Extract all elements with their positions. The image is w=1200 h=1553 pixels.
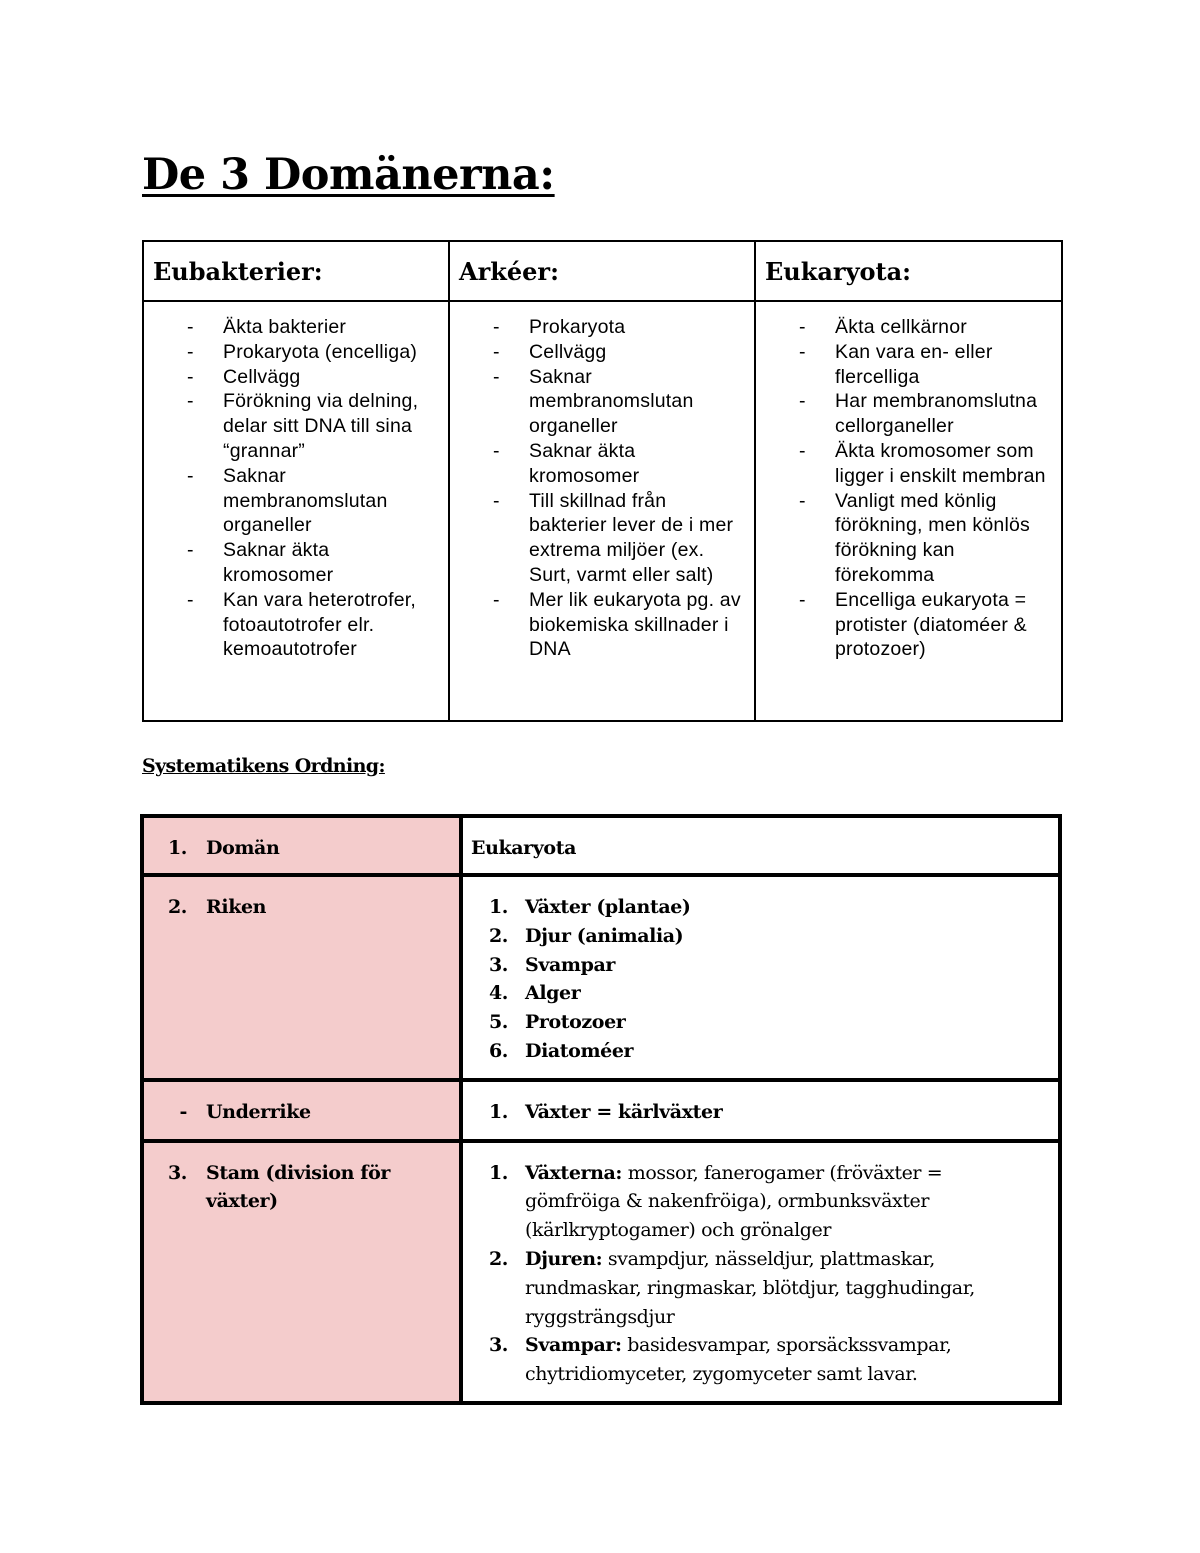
rank-label: Domän: [206, 837, 280, 859]
item-description: basidesvampar, sporsäckssvampar, chytridiomyceter, zygomyceter samt lavar.: [525, 1334, 952, 1386]
page-title: De 3 Domänerna:: [142, 150, 555, 200]
domain-cell-eukaryota: [755, 301, 1062, 721]
rank-value: Eukaryota: [471, 837, 576, 859]
domain-heading-arkeer: Arkéer:: [449, 241, 755, 301]
list-item: - Har membranomslutna cellorganeller: [756, 389, 1051, 439]
list-item: [463, 979, 1038, 1008]
list-item: - Saknar äkta kromosomer: [450, 439, 744, 489]
item-text: Protozoer: [525, 1011, 626, 1034]
item-text: Växter = kärlväxter: [525, 1100, 723, 1123]
rank-cell: [142, 875, 461, 1080]
item-number: 1.: [488, 1161, 508, 1184]
list-item: - Cellvägg: [450, 340, 744, 365]
subkingdom-list: [463, 1082, 1058, 1139]
rank-label: Stam (division för växter): [206, 1161, 390, 1213]
list-item: - Prokaryota: [450, 315, 744, 340]
list-item: - Äkta kromosomer som ligger i enskilt membran: [756, 439, 1051, 489]
rank-cell: [142, 1141, 461, 1403]
domain-heading-eubakterier: Eubakterier:: [143, 241, 449, 301]
domains-body-row: [143, 301, 1062, 721]
domain-list-eubakterier: [144, 315, 438, 662]
item-text: [525, 1159, 1038, 1245]
list-item: [463, 1037, 1038, 1066]
domain-cell-arkeer: [449, 301, 755, 721]
item-description: svampdjur, nässeldjur, plattmaskar, rundmaskar, ringmaskar, blötdjur, tagghudingar, ryggsträngsdjur: [525, 1247, 975, 1328]
list-item: - Kan vara heterotrofer, fotoautotrofer elr. kemoautotrofer: [144, 588, 438, 662]
domain-cell-eubakterier: [143, 301, 449, 721]
item-number: 1.: [488, 896, 508, 918]
list-item: [463, 1008, 1038, 1037]
list-item: - Saknar membranomslutan organeller: [144, 464, 438, 538]
table-row: [142, 816, 1060, 875]
value-cell: [461, 816, 1060, 875]
list-item: - Mer lik eukaryota pg. av biokemiska skillnader i DNA: [450, 588, 744, 662]
item-text: Växter (plantae): [525, 896, 691, 918]
list-item: [463, 1098, 1038, 1127]
list-item: [463, 1245, 1038, 1331]
item-label: Djuren:: [525, 1247, 603, 1270]
list-item: - Vanligt med könlig förökning, men könlös förökning kan förekomma: [756, 489, 1051, 588]
list-item: [463, 1331, 1038, 1389]
item-text: Alger: [525, 982, 581, 1005]
value-cell: [461, 1141, 1060, 1403]
list-item: - Till skillnad från bakterier lever de i mer extrema miljöer (ex. Surt, varmt eller salt): [450, 489, 744, 588]
table-row: [142, 1080, 1060, 1141]
item-number: 1.: [488, 1100, 508, 1123]
rank-label: Riken: [206, 896, 267, 918]
list-item: - Saknar äkta kromosomer: [144, 538, 438, 588]
domains-header-row: [143, 241, 1062, 301]
item-text: [525, 1331, 1038, 1389]
table-row: [142, 875, 1060, 1080]
item-number: 5.: [488, 1011, 508, 1034]
item-text: Svampar: [525, 953, 615, 976]
systematics-heading: Systematikens Ordning:: [142, 755, 385, 777]
rank-cell: [142, 1080, 461, 1141]
domain-heading-eukaryota: Eukaryota:: [755, 241, 1062, 301]
rank-number: -: [179, 1100, 187, 1123]
list-item: - Encelliga eukaryota = protister (diatoméer & protozoer): [756, 588, 1051, 662]
list-item: - Saknar membranomslutan organeller: [450, 365, 744, 439]
rank-number: 1.: [167, 837, 187, 859]
domain-list-arkeer: [450, 315, 744, 662]
list-item: [463, 922, 1038, 951]
list-item: - Äkta bakterier: [144, 315, 438, 340]
rank-cell: [142, 816, 461, 875]
item-number: 6.: [488, 1039, 508, 1062]
item-text: Diatoméer: [525, 1039, 634, 1062]
item-number: 2.: [488, 1247, 508, 1270]
item-label: Växterna:: [525, 1161, 623, 1184]
rank-number: 2.: [167, 896, 187, 918]
table-row: [142, 1141, 1060, 1403]
systematics-table: [140, 814, 1062, 1405]
list-item: - Äkta cellkärnor: [756, 315, 1051, 340]
list-item: [463, 951, 1038, 980]
domains-table: [142, 240, 1063, 722]
item-text: [525, 1245, 1038, 1331]
kingdom-list: [463, 877, 1058, 1078]
value-cell: [461, 1080, 1060, 1141]
value-cell: [461, 875, 1060, 1080]
item-number: 3.: [488, 953, 508, 976]
item-number: 2.: [488, 924, 508, 947]
phylum-list: [463, 1143, 1058, 1401]
list-item: [463, 893, 1038, 922]
list-item: - Förökning via delning, delar sitt DNA till sina “grannar”: [144, 389, 438, 463]
item-number: 3.: [488, 1334, 508, 1357]
rank-number: 3.: [167, 1161, 187, 1184]
domain-list-eukaryota: [756, 315, 1051, 662]
list-item: - Cellvägg: [144, 365, 438, 390]
list-item: - Kan vara en- eller flercelliga: [756, 340, 1051, 390]
list-item: [463, 1159, 1038, 1245]
rank-label: Underrike: [206, 1100, 311, 1123]
item-text: Djur (animalia): [525, 924, 684, 947]
item-label: Svampar:: [525, 1334, 622, 1357]
item-number: 4.: [488, 982, 508, 1005]
item-description: mossor, fanerogamer (fröväxter = gömfröiga & nakenfröiga), ormbunksväxter (kärlkryptogamer) och grönalger: [525, 1161, 943, 1242]
list-item: - Prokaryota (encelliga): [144, 340, 438, 365]
